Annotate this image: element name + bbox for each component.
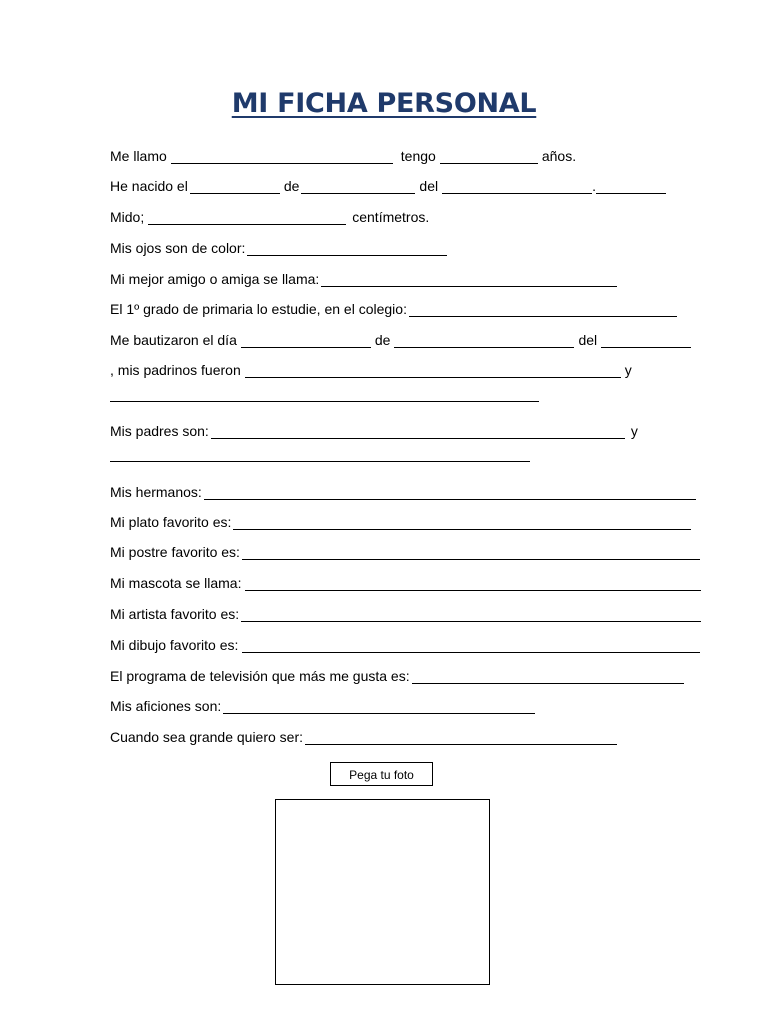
age-field[interactable]: [440, 149, 538, 164]
baptism-day-field[interactable]: [241, 333, 371, 348]
mido-label: Mido;: [110, 209, 145, 225]
height-field[interactable]: [148, 210, 346, 225]
photo-box[interactable]: [275, 799, 490, 985]
padrinos-y: y: [624, 362, 632, 378]
row-birth: [110, 174, 670, 194]
godparent-1-field[interactable]: [245, 363, 621, 378]
row-school: [110, 297, 681, 317]
row-siblings: [110, 480, 700, 500]
row-parents: [110, 419, 638, 439]
hermanos-label: Mis hermanos:: [110, 484, 202, 500]
row-future: [110, 725, 621, 745]
row-hobbies: [110, 694, 539, 714]
name-label: Me llamo: [110, 148, 167, 164]
bautizo-label: Me bautizaron el día: [110, 332, 237, 348]
amigo-label: Mi mejor amigo o amiga se llama:: [110, 271, 320, 287]
padrinos-label: , mis padrinos fueron: [110, 362, 241, 378]
dessert-field[interactable]: [242, 545, 700, 560]
hobbies-field[interactable]: [223, 699, 535, 714]
ojos-label: Mis ojos son de color:: [110, 240, 246, 256]
mascota-label: Mi mascota se llama:: [110, 575, 242, 591]
eye-color-field[interactable]: [247, 241, 447, 256]
row-pet: [110, 571, 705, 591]
row-height: [110, 205, 429, 225]
pet-field[interactable]: [245, 576, 701, 591]
bautizo-del-label: del: [578, 332, 598, 348]
row-godparents: [110, 358, 632, 378]
tv-label: El programa de televisión que más me gusta es:: [110, 668, 410, 684]
tengo-label: tengo: [400, 148, 436, 164]
friend-field[interactable]: [321, 272, 617, 287]
birth-day-field[interactable]: [190, 179, 280, 194]
drawing-field[interactable]: [242, 638, 700, 653]
nacido-del-label: del: [419, 178, 439, 194]
baptism-year-field[interactable]: [601, 333, 691, 348]
row-eyes: [110, 236, 451, 256]
future-field[interactable]: [305, 730, 617, 745]
dish-field[interactable]: [233, 515, 691, 530]
grado-label: El 1º grado de primaria lo estudie, en el colegio:: [110, 301, 407, 317]
grande-label: Cuando sea grande quiero ser:: [110, 729, 304, 745]
dibujo-label: Mi dibujo favorito es:: [110, 637, 239, 653]
nacido-label: He nacido el: [110, 178, 188, 194]
row-name: [110, 144, 576, 164]
postre-label: Mi postre favorito es:: [110, 544, 240, 560]
page-title: MI FICHA PERSONAL: [231, 88, 537, 119]
row-dessert: [110, 540, 704, 560]
birth-year-field[interactable]: [442, 179, 592, 194]
parent-1-field[interactable]: [211, 424, 625, 439]
birth-month-field[interactable]: [301, 179, 415, 194]
artist-field[interactable]: [241, 607, 701, 622]
row-baptism: [110, 328, 695, 348]
parent-2-field[interactable]: [110, 461, 530, 462]
row-drawing: [110, 633, 704, 653]
nacido-dot: .: [592, 178, 596, 194]
padres-y: y: [630, 423, 638, 439]
row-friend: [110, 267, 621, 287]
bautizo-de-label: de: [374, 332, 391, 348]
baptism-month-field[interactable]: [394, 333, 574, 348]
padres-label: Mis padres son:: [110, 423, 209, 439]
school-field[interactable]: [409, 302, 677, 317]
anos-label: años.: [541, 148, 577, 164]
siblings-field[interactable]: [204, 485, 696, 500]
name-field[interactable]: [171, 149, 393, 164]
row-dish: [110, 510, 695, 530]
row-tv: [110, 664, 688, 684]
photo-label: Pega tu foto: [330, 762, 433, 786]
cm-label: centímetros.: [352, 209, 430, 225]
nacido-de-label: de: [283, 178, 300, 194]
birth-place-field[interactable]: [596, 179, 666, 194]
godparent-2-field[interactable]: [110, 401, 539, 402]
artista-label: Mi artista favorito es:: [110, 606, 240, 622]
aficiones-label: Mis aficiones son:: [110, 698, 222, 714]
tv-field[interactable]: [412, 669, 684, 684]
plato-label: Mi plato favorito es:: [110, 514, 232, 530]
row-artist: [110, 602, 705, 622]
